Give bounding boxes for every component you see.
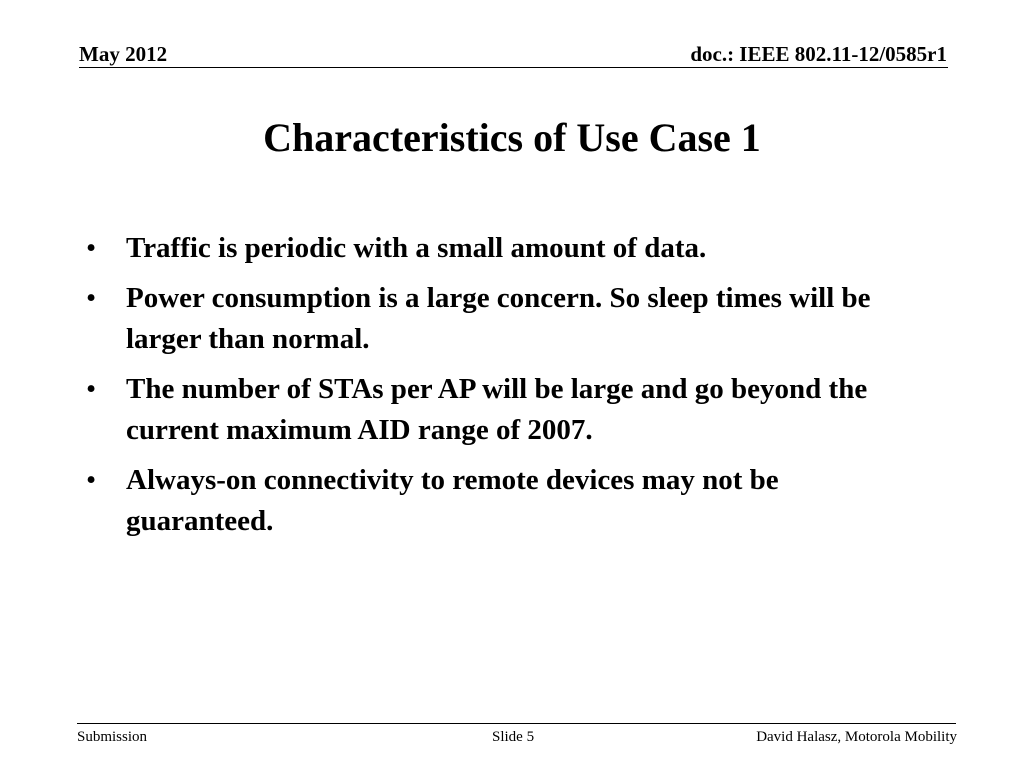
bullet-marker: •	[86, 282, 97, 314]
bullet-marker: •	[86, 232, 97, 264]
bullet-item	[86, 460, 916, 542]
footer-submission: Submission	[77, 729, 148, 745]
bullet-item	[86, 278, 916, 360]
bullet-item	[86, 369, 916, 451]
footer-author: David Halasz, Motorola Mobility	[756, 729, 957, 745]
bullet-text: Power consumption is a large concern. So sleep times will be larger than normal.	[126, 282, 871, 355]
bullet-item	[86, 228, 916, 269]
bullet-text: Always-on connectivity to remote devices may not be guaranteed.	[126, 464, 779, 537]
slide-title: Characteristics of Use Case 1	[263, 115, 761, 160]
footer-slide-number: Slide 5	[492, 729, 535, 745]
bullet-text: Traffic is periodic with a small amount of data.	[126, 232, 707, 264]
header-date: May 2012	[79, 42, 168, 66]
bullet-marker: •	[86, 373, 97, 405]
bullet-text: The number of STAs per AP will be large and go beyond the current maximum AID range of 2007.	[126, 373, 868, 446]
bullet-list	[86, 228, 916, 551]
header-divider	[79, 67, 948, 68]
bullet-marker: •	[86, 464, 97, 496]
header-doc-id: doc.: IEEE 802.11-12/0585r1	[690, 42, 947, 66]
footer-divider	[77, 723, 956, 724]
